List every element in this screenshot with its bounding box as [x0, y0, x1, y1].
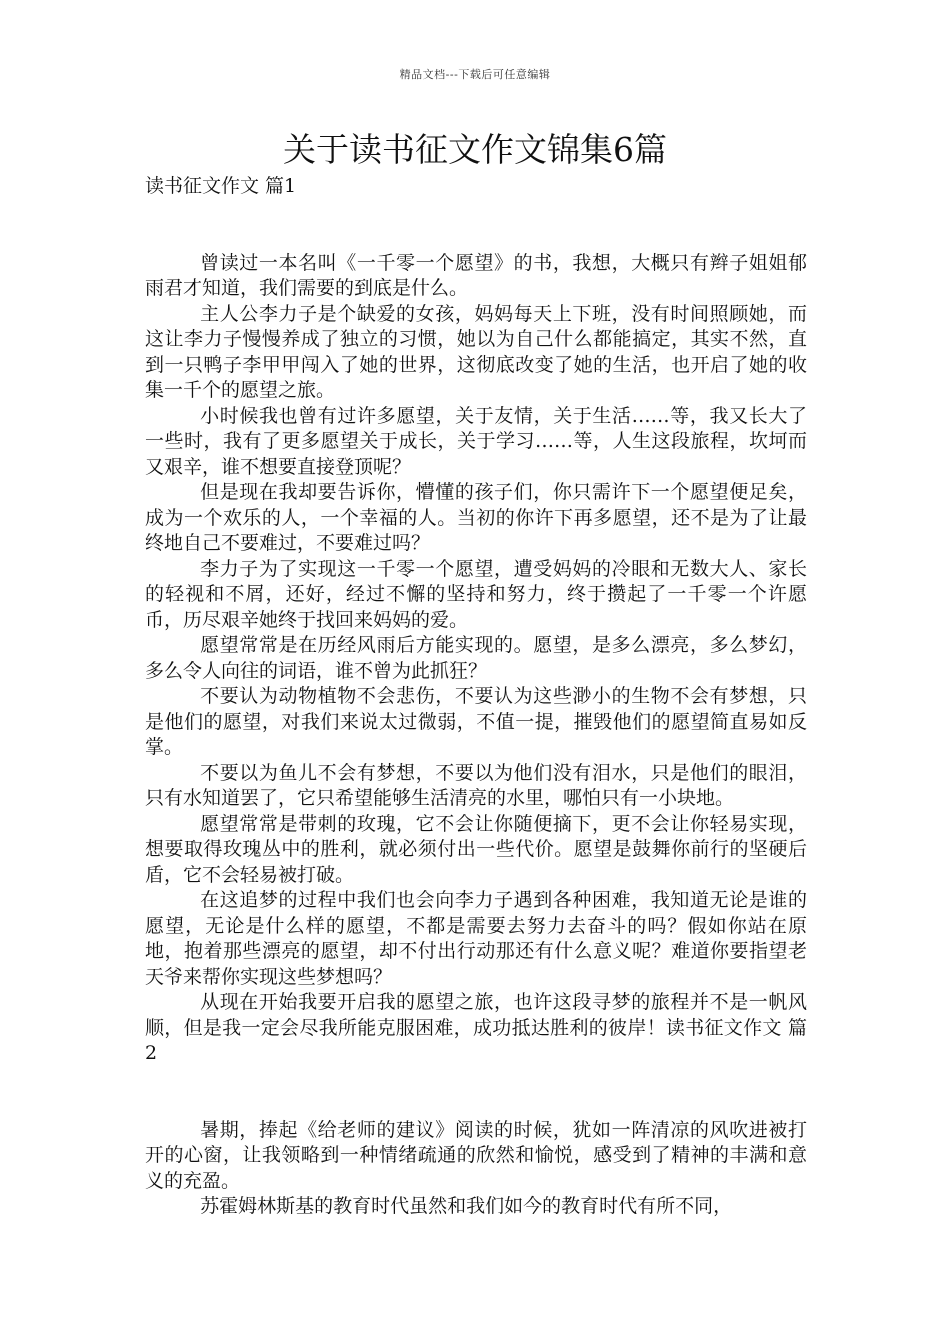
document-title: 关于读书征文作文锦集6篇: [283, 130, 667, 169]
paragraph: 不要认为动物植物不会悲伤，不要认为这些渺小的生物不会有梦想，只是他们的愿望，对我们来说太过微弱，不值一提，摧毁他们的愿望简直易如反掌。: [145, 685, 807, 758]
paragraph: 不要以为鱼儿不会有梦想，不要以为他们没有泪水，只是他们的眼泪，只有水知道罢了，它只希望能够生活清亮的水里，哪怕只有一小块地。: [145, 761, 807, 809]
paragraph: 李力子为了实现这一千零一个愿望，遭受妈妈的冷眼和无数大人、家长的轻视和不屑，还好，经过不懈的坚持和努力，终于攒起了一千零一个许愿币，历尽艰辛她终于找回来妈妈的爱。: [145, 557, 807, 631]
paragraph: 但是现在我却要告诉你，懵懂的孩子们，你只需许下一个愿望便足矣，成为一个欢乐的人，一个幸福的人。当初的你许下再多愿望，还不是为了让最终地自己不要难过，不要难过吗？: [145, 481, 807, 554]
paragraph: 从现在开始我要开启我的愿望之旅，也许这段寻梦的旅程并不是一帆风顺，但是我一定会尽我所能克服困难，成功抵达胜利的彼岸！读书征文作文 篇2: [145, 991, 807, 1064]
paragraph: 在这追梦的过程中我们也会向李力子遇到各种困难，我知道无论是谁的愿望，无论是什么样的愿望，不都是需要去努力去奋斗的吗？假如你站在原地，抱着那些漂亮的愿望，却不付出行动那还有什么意义呢？难道你要指望老天爷来帮你实现这些梦想吗？: [145, 889, 807, 988]
paragraph: 主人公李力子是个缺爱的女孩，妈妈每天上下班，没有时间照顾她，而这让李力子慢慢养成了独立的习惯，她以为自己什么都能搞定，其实不然，直到一只鸭子李甲甲闯入了她的世界，这彻底改变了她的生活，也开启了她的收集一千个的愿望之旅。: [145, 302, 807, 401]
paragraph: 小时候我也曾有过许多愿望，关于友情，关于生活……等，我又长大了一些时，我有了更多愿望关于成长，关于学习……等，人生这段旅程，坎坷而又艰辛，谁不想要直接登顶呢？: [145, 404, 807, 478]
paragraph: 苏霍姆林斯基的教育时代虽然和我们如今的教育时代有所不同，: [200, 1195, 733, 1217]
header-note: 精品文档---下载后可任意编辑: [399, 68, 551, 81]
document-body: [145, 174, 807, 1220]
paragraph: 曾读过一本名叫《一千零一个愿望》的书，我想，大概只有辫子姐姐郁雨君才知道，我们需要的到底是什么。: [145, 251, 807, 299]
paragraph: 愿望常常是在历经风雨后方能实现的。愿望，是多么漂亮，多么梦幻，多么令人向往的词语，谁不曾为此抓狂？: [145, 634, 807, 682]
paragraph: 暑期，捧起《给老师的建议》阅读的时候，犹如一阵清凉的风吹进被打开的心窗，让我领略到一种情绪疏通的欣然和愉悦，感受到了精神的丰满和意义的充盈。: [145, 1118, 807, 1192]
section-heading: 读书征文作文 篇1: [145, 175, 297, 197]
paragraph: 愿望常常是带刺的玫瑰，它不会让你随便摘下，更不会让你轻易实现，想要取得玫瑰丛中的胜利，就必须付出一些代价。愿望是鼓舞你前行的坚硬后盾，它不会轻易被打破。: [145, 812, 807, 886]
